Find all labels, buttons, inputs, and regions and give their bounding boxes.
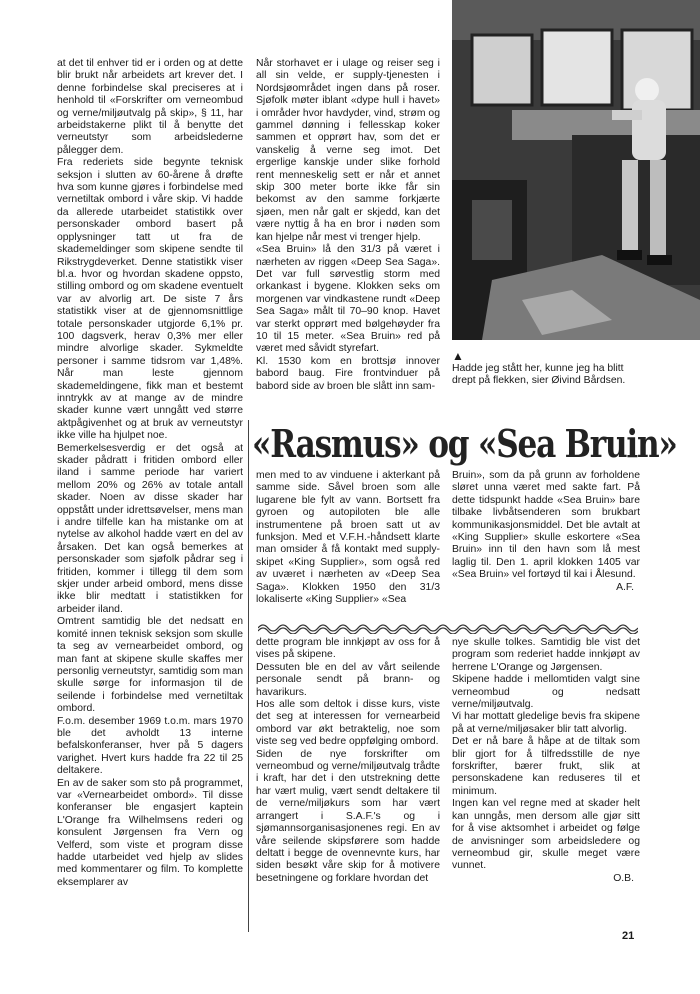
paragraph: Vi har mottatt gledelige bevis fra skipene på at verne/miljøsaker blir tatt alvorlig. [452,711,640,735]
paragraph: «Sea Bruin» lå den 31/3 på været i nærheten av riggen «Deep Sea Saga». Det var full sørvestlig storm med orkankast i bygene. Klokken seks om morgenen var vindkastene rundt «Deep Sea Saga» målt til 70–90 knop. Havet var sterkt opprørt med bølgehøyder fra 10 til 15 meter. «Sea Bruin» red på været med såvidt styrefart. [256,244,440,355]
paragraph: nye skulle tolkes. Samtidig ble vist det program som rederiet hadde innkjøpt av herrene L'Orange og Jørgensen. [452,637,640,673]
bridge-photo-image [452,0,700,340]
photo-bridge-damage [452,0,700,340]
article-column-2 [256,637,440,885]
paragraph: dette program ble innkjøpt av oss for å vises på skipene. [256,637,440,661]
paragraph: Omtrent samtidig ble det nedsatt en komité innen teknisk seksjon som skulle ta seg av vernearbeidet ombord, og man fant at skipene skulle skaffes mer personlig verneutstyr, samtidig som man skulle sørge for informasjon til de seilende i forbindelse med vernetiltak ombord. [57,616,243,715]
paragraph: Fra rederiets side begynte teknisk seksjon i slutten av 60-årene å drøfte hva som kunne gjøres i forbindelse med vernetiltak ombord i våre skip. Vi hadde da allerede utarbeidet statistikk over personskader ombord basert på opplysninger tatt ut fra de skademeldinger som skipene sendte til Rikstrygdeverket. Denne statistikk viser bl.a. hvor og hvordan skadene oppsto, stilling ombord og om skadene eventuelt var av alvorlig art. De siste 7 års statistikk viser at de gjennomsnittlige totale personskader utgjorde 6,1% pr. 100 dagsverk, herav 0,3% mer eller mindre alvorlige skader. Sykmeldte personer i samme tidsrom var 1,48%. Når man leste gjennom skademeldingene, fikk man et bestemt inntrykk av at mange av de mindre skader kunne vært unngått ved større aktpågivenhet og at bruk av verneutstyr ikke ville ha hjulpet noe. [57,157,243,442]
paragraph: En av de saker som sto på programmet, var «Vernearbeidet ombord». Til disse konferanser ble engasjert kaptein L'Orange fra Wilhelmsens rederi og konsulent Jørgensen fra Vern og Velferd, som viste et program disse hadde utarbeidet ved hjelp av slides med kommentarer og film. To komplette eksemplarer av [57,777,243,888]
page-number: 21 [622,930,635,942]
wave-divider [258,622,638,634]
paragraph: Bruin», som da på grunn av forholdene sløret unna været med sakte fart. På dette tidspunkt hadde «Sea Bruin» bare tilbake livbåtsenderen som brukbart kommunikasjonsmiddel. Det ble avtalt at «King Supplier» skulle eskortere «Sea Bruin» inn til den havn som lå mest laglig til. Den 1. april klokken 1405 var «Sea Bruin» vel fortøyd til kai i Ålesund. [452,470,640,581]
paragraph: Kl. 1530 kom en brottsjø innover babord baug. Fire frontvinduer på babord side av broen ble slått inn sam- [256,355,440,392]
triangle-marker-icon: ▲ [452,349,464,363]
paragraph: Dessuten ble en del av vårt seilende personale sendt på brann- og havarikurs. [256,661,440,698]
story-column-left [256,470,440,606]
author-signature: O.B. [613,872,634,884]
paragraph: Når storhavet er i ulage og reiser seg i all sin velde, er supply-tjenesten i Nordsjøområdet ingen dans på roser. Sjøfolk møter iblant «dype hull i havet» i områder hvor havdyder, vind, strøm og gammel dønning i fellesskap koker sammen et opprørt hav, som det er vanskelig å verne seg imot. Det ergerlige kanskje under slike forhold rent menneskelig sett er når et annet skip 300 meter borte ikke får sin bekomst av den samme forkjærte sjøen, men når galt er skjedd, kan det være nyttig å ha en bror i nøden som kan hjelpe når mest vi trenger hjelp. [256,58,440,243]
photo-caption [452,350,640,388]
article-column-1 [57,58,243,889]
caption-text: Hadde jeg stått her, kunne jeg ha blitt drept på flekken, sier Øivind Bårdsen. [452,363,626,387]
sidebar-story-intro [256,58,440,393]
paragraph: Det er nå bare å håpe at de tiltak som blir gjort for å tilfredsstille de nye forskrifter, bærer frukt, slik at personskadene kan reduseres til et minimum. [452,736,640,797]
article-column-3 [452,637,640,885]
paragraph: Bemerkelsesverdig er det også at skader pådratt i fritiden ombord eller iland i samme periode har variert mellom 20% og 26% av totale antall skader. Noen av disse skader har oppstått under idrettsøvelser, mens man i andre tilfelle kan ha mistanke om at nytelse av alkohol hadde vært en del av årsaken. Det kan også bemerkes at personskader som sjøfolk pådrar seg i fritiden, kommer i tillegg til dem som skjer under arbeid ombord, mens disse ikke blir medtatt i statistikken for arbeider iland. [57,442,243,615]
paragraph: F.o.m. desember 1969 t.o.m. mars 1970 ble det avholdt 13 interne befalskonferanser, hver på 5 dagers varighet. Hvert kurs hadde fra 22 til 25 deltakere. [57,715,243,777]
paragraph: at det til enhver tid er i orden og at dette blir brukt når arbeidets art krever det. I denne forbindelse skal preciseres at i henhold til «Forskrifter om verneombud og verne/miljøutvalg på skip», § 11, har arbeidstakerne plikt til å benytte det verneutstyr som arbeidslederne pålegger dem. [57,58,243,156]
column-divider [248,420,249,932]
paragraph: men med to av vinduene i akterkant på samme side. Såvel broen som alle lugarene ble fylt av vann. Bortsett fra gyroen og autopiloten ble alle instrumentene på broen satt ut av funksjon. Med et V.F.H.-håndsett klarte man omsider å få kontakt med supply-skipet «King Supplier», som også red av uværet i nærheten av «Deep Sea Saga». Klokken 1950 den 31/3 lokaliserte «King Supplier» «Sea [256,470,440,606]
author-signature: A.F. [616,581,634,593]
story-column-right [452,470,640,594]
paragraph: Skipene hadde i mellomtiden valgt sine verneombud og nedsatt verne/miljøutvalg. [452,674,640,711]
paragraph: Hos alle som deltok i disse kurs, viste det seg at interessen for vernearbeid ombord var økt betraktelig, noe som viste seg ved bedre oppfølging ombord. [256,699,440,748]
paragraph: Ingen kan vel regne med at skader helt kan unngås, men dersom alle gjør sitt for å vise aktsomhet i arbeidet og følge de anvisninger som arbeidsledere og verneombud gir, skulle meget være vunnet. [452,798,640,872]
story-headline: «Rasmus» og «Sea Bruin» [252,421,677,466]
paragraph: Siden de nye forskrifter om verneombud og verne/miljøutvalg trådte i kraft, har det i den utstrekning dette har vært mulig, vært sendt deltakere til de verne/miljøkurs som har vært arrangert i S.A.F.'s og i sjømannsorganisasjonenes regi. En av våre seilende skipsførere som hadde deltatt i begge de ovennevnte kurs, har siden besøkt våre skip for å motivere besetningene og forklare hvordan det [256,748,440,884]
